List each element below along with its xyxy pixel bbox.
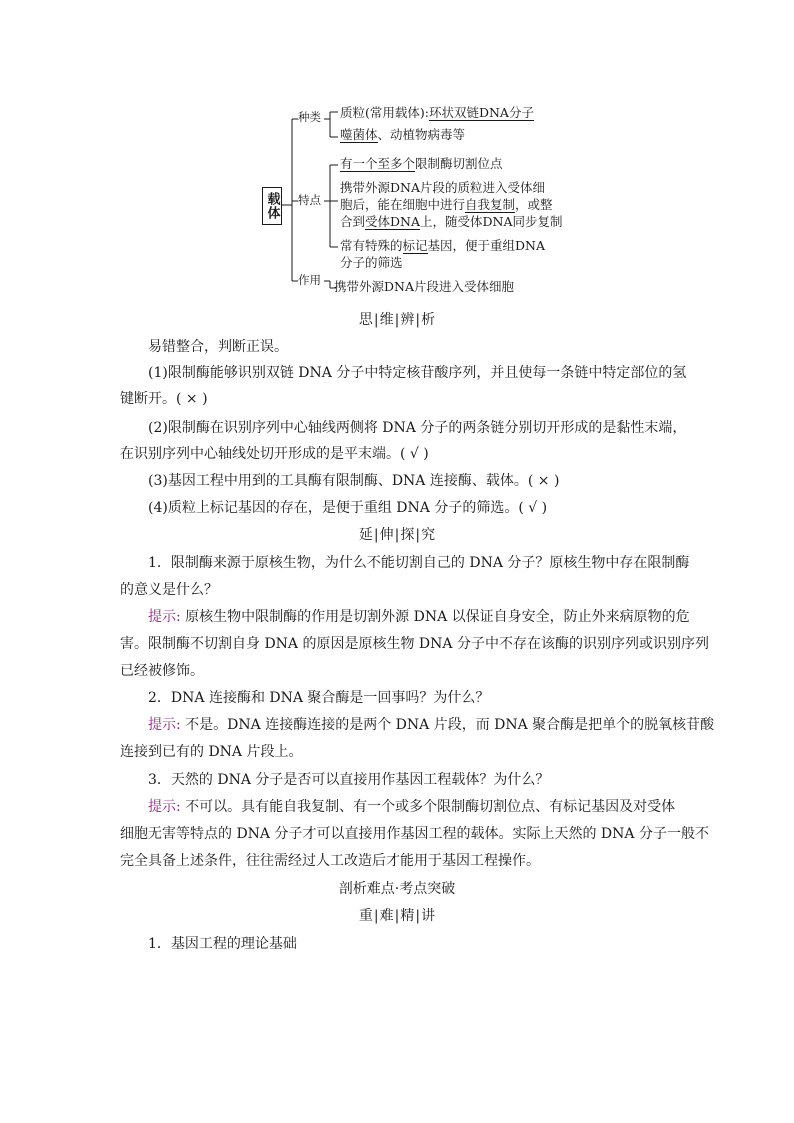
think-intro: 易错整合，判断正误。	[148, 339, 288, 355]
title-char: 辨	[400, 312, 415, 328]
branch-label-function: 作用	[298, 273, 321, 287]
answer-text: 不可以。具有能自我复制、有一个或多个限制酶切割位点、有标记基因及对受体	[180, 799, 676, 815]
title-char: 讲	[421, 908, 436, 924]
features-item1-underlined: 有一个至多个	[340, 156, 416, 171]
types-item2-underlined: 噬菌体	[340, 127, 378, 142]
explore-a1-line2: 害。限制酶不切割自身 DNA 的原因是原核生物 DNA 分子中不存在该酶的识别序列或识别序列	[120, 636, 709, 652]
think-item-1-line2: 键断开。( × )	[120, 391, 208, 407]
title-char: 延	[358, 527, 373, 543]
features-item-marker-line2: 分子的筛选	[340, 255, 403, 270]
features-item1-rest: 限制酶切割位点	[415, 156, 503, 171]
features-item3-line1-a: 常有特殊的	[340, 238, 403, 253]
think-item-4: (4)质粒上标记基因的存在，是便于重组 DNA 分子的筛选。( √ )	[148, 500, 548, 516]
section-title-analysis: 剖析难点·考点突破	[338, 881, 456, 897]
types-item-plasmid	[340, 104, 534, 121]
types-item-phage	[340, 126, 465, 143]
explore-q2-line1: 2．DNA 连接酶和 DNA 聚合酶是一回事吗？为什么？	[148, 690, 490, 706]
title-char: 思	[358, 312, 373, 328]
hint-label: 提示:	[148, 717, 181, 733]
features-item3-line1-underlined: 标记	[402, 238, 428, 253]
title-char: 伸	[379, 527, 394, 543]
title-char: 维	[379, 312, 394, 328]
features-item2-line3-underlined: 受体DNA	[365, 214, 421, 229]
features-item-replication-line2	[340, 196, 553, 213]
answer-text: 原核生物中限制酶的作用是切割外源 DNA 以保证自身安全，防止外来病原物的危	[180, 609, 690, 625]
explore-a2-line2: 连接到已有的 DNA 片段上。	[120, 744, 303, 760]
section-title-think: 思|维|辨|析	[358, 312, 436, 328]
features-item2-line2-a: 胞后，能在细胞中进行	[340, 197, 466, 212]
diagram-root-node: 载体	[262, 187, 282, 225]
title-char: 精	[400, 908, 415, 924]
types-item1-underlined: 环状双链DNA分子	[428, 105, 534, 120]
think-item-3: (3)基因工程中用到的工具酶有限制酶、DNA 连接酶、载体。( × )	[148, 473, 560, 489]
function-item-carry: 携带外源DNA片段进入受体细胞	[334, 279, 514, 294]
explore-a1-line3: 已经被修饰。	[120, 663, 204, 679]
title-char: 重	[358, 908, 373, 924]
explore-q1-line1: 1．限制酶来源于原核生物，为什么不能切割自己的 DNA 分子？原核生物中存在限制酶	[148, 555, 690, 571]
title-char: 探	[400, 527, 415, 543]
title-char: 析	[421, 312, 436, 328]
think-item-2-line1: (2)限制酶在识别序列中心轴线两侧将 DNA 分子的两条链分别切开形成的是黏性末端，	[148, 420, 687, 436]
vector-concept-diagram	[250, 95, 580, 300]
section-subtitle-key-points: 重|难|精|讲	[358, 908, 436, 924]
features-item-marker-line1	[340, 237, 545, 254]
think-item-1-line1: (1)限制酶能够识别双链 DNA 分子中特定核苷酸序列，并且使每一条链中特定部位的氢	[148, 365, 687, 381]
explore-q3-line1: 3．天然的 DNA 分子是否可以直接用作基因工程载体？为什么？	[148, 772, 550, 788]
explore-a3-line1	[148, 797, 675, 817]
features-item-replication-line1: 携带外源DNA片段的质粒进入受体细	[340, 180, 545, 195]
explore-a3-line3: 完全具备上述条件，往往需经过人工改造后才能用于基因工程操作。	[120, 853, 540, 869]
branch-label-types: 种类	[298, 110, 321, 124]
explore-a3-line2: 细胞无害等特点的 DNA 分子才可以直接用作基因工程的载体。实际上天然的 DNA 分子一般不	[120, 826, 709, 842]
features-item3-line1-b: 基因，便于重组DNA	[427, 238, 546, 253]
explore-a1-line1	[148, 607, 690, 627]
types-item1-prefix: 质粒(常用载体):	[340, 105, 429, 120]
features-item2-line3-b: 上，随受体DNA同步复制	[420, 214, 563, 229]
section-title-explore: 延|伸|探|究	[358, 527, 436, 543]
features-item2-line3-a: 合到	[340, 214, 366, 229]
hint-label: 提示:	[148, 799, 181, 815]
explore-q1-line2: 的意义是什么？	[120, 582, 218, 598]
branch-label-features: 特点	[298, 193, 321, 207]
hint-label: 提示:	[148, 609, 181, 625]
features-item2-line2-b: ，或整	[515, 197, 553, 212]
analysis-item-1: 1．基因工程的理论基础	[148, 936, 297, 952]
features-item-replication-line3	[340, 213, 563, 230]
answer-text: 不是。DNA 连接酶连接的是两个 DNA 片段，而 DNA 聚合酶是把单个的脱氧核苷酸	[180, 717, 715, 733]
features-item-sites	[340, 155, 503, 172]
features-item2-line2-underlined: 自我复制	[465, 197, 516, 212]
title-char: 难	[379, 908, 394, 924]
types-item2-rest: 、动植物病毒等	[377, 127, 466, 142]
think-item-2-line2: 在识别序列中心轴线处切开形成的是平末端。( √ )	[120, 446, 429, 462]
explore-a2-line1	[148, 715, 714, 735]
title-char: 究	[421, 527, 436, 543]
